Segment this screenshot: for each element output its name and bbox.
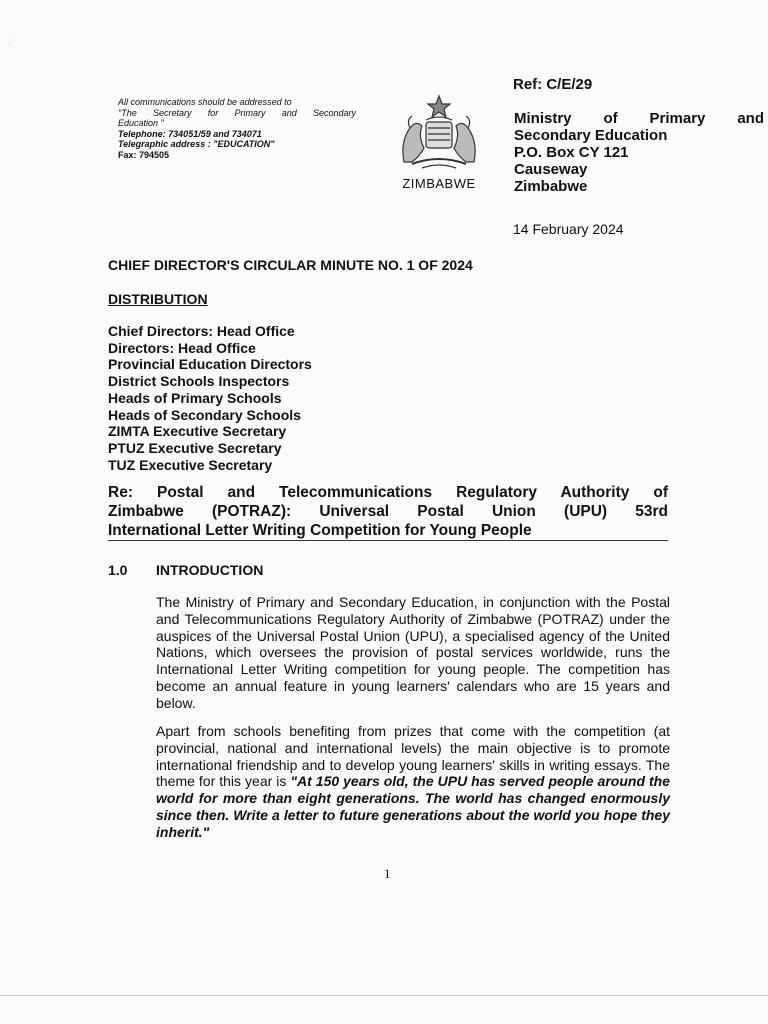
distribution-item: Provincial Education Directors: [108, 356, 312, 373]
ministry-line-5: Zimbabwe: [514, 178, 588, 195]
comm-line-3: Education ": [118, 118, 164, 128]
reference-number: Ref: C/E/29: [513, 76, 593, 93]
comm-line-2: "The Secretary for Primary and Secondary: [118, 107, 356, 118]
paragraph-2-text: Apart from schools benefiting from prizes that come with the competition (at provincial, national and international levels) the main objective is to promote international friendship and to develop young learners' skills in writing essays. The theme for this year is: [156, 723, 670, 790]
ministry-line-1: Ministry of Primary and: [514, 110, 764, 127]
distribution-list: [108, 323, 312, 473]
comm-telegraphic: Telegraphic address : "EDUCATION": [118, 139, 275, 149]
distribution-item: Chief Directors: Head Office: [108, 323, 295, 339]
zimbabwe-coat-of-arms-icon: [382, 92, 496, 172]
distribution-item: Heads of Primary Schools: [108, 389, 282, 406]
section-number: 1.0: [108, 562, 128, 578]
distribution-item: Directors: Head Office: [108, 339, 256, 356]
circular-title: CHIEF DIRECTOR'S CIRCULAR MINUTE NO. 1 OF 2024: [108, 257, 473, 273]
subject-underline: [108, 540, 668, 541]
ministry-address: [514, 110, 764, 195]
distribution-item: Heads of Secondary Schools: [108, 406, 301, 423]
distribution-item: PTUZ Executive Secretary: [108, 439, 282, 456]
distribution-item: TUZ Executive Secretary: [108, 456, 273, 473]
competition-theme-quote: "At 150 years old, the UPU has served people around the world for more than eight generations. The world has changed enormously since then. Write a letter to future generations about the world you hope they inherit.": [156, 773, 670, 840]
intro-paragraph-1: The Ministry of Primary and Secondary Education, in conjunction with the Postal and Telecommunications Regulatory Authority of Zimbabwe (POTRAZ) under the auspices of the Universal Postal Union (UPU), a specialised agency of the United Nations, which oversees the provision of postal services worldwide, runs the International Letter Writing competition for young people. The competition has become an annual feature in young learners' calendars who are 15 years and below.: [156, 594, 670, 711]
section-heading: INTRODUCTION: [156, 562, 264, 578]
comm-fax: Fax: 794505: [118, 149, 170, 160]
ministry-line-4: Causeway: [514, 161, 588, 178]
page-number: 1: [384, 866, 391, 881]
distribution-heading: DISTRIBUTION: [108, 291, 208, 307]
letter-date: 14 February 2024: [513, 221, 624, 237]
comm-line-1: All communications should be addressed to: [118, 97, 292, 107]
subject-line-2: Zimbabwe (POTRAZ): Universal Postal Union (UPU) 53rd: [108, 503, 668, 520]
subject-line-3: International Letter Writing Competition for Young People: [108, 522, 532, 539]
scan-edge-line: [0, 995, 768, 996]
communications-notice: [118, 97, 356, 160]
distribution-item: ZIMTA Executive Secretary: [108, 423, 287, 440]
scan-marks: · ·: [8, 30, 11, 49]
subject-line-1: Re: Postal and Telecommunications Regulatory Authority of: [108, 484, 668, 501]
intro-paragraph-2: [156, 723, 670, 841]
comm-telephone: Telephone: 734051/59 and 734071: [118, 128, 262, 139]
subject-line: [108, 483, 668, 540]
distribution-item: District Schools Inspectors: [108, 373, 290, 390]
ministry-line-2: Secondary Education: [514, 127, 668, 144]
emblem-caption: ZIMBABWE: [402, 176, 476, 191]
ministry-line-3: P.O. Box CY 121: [514, 144, 629, 161]
